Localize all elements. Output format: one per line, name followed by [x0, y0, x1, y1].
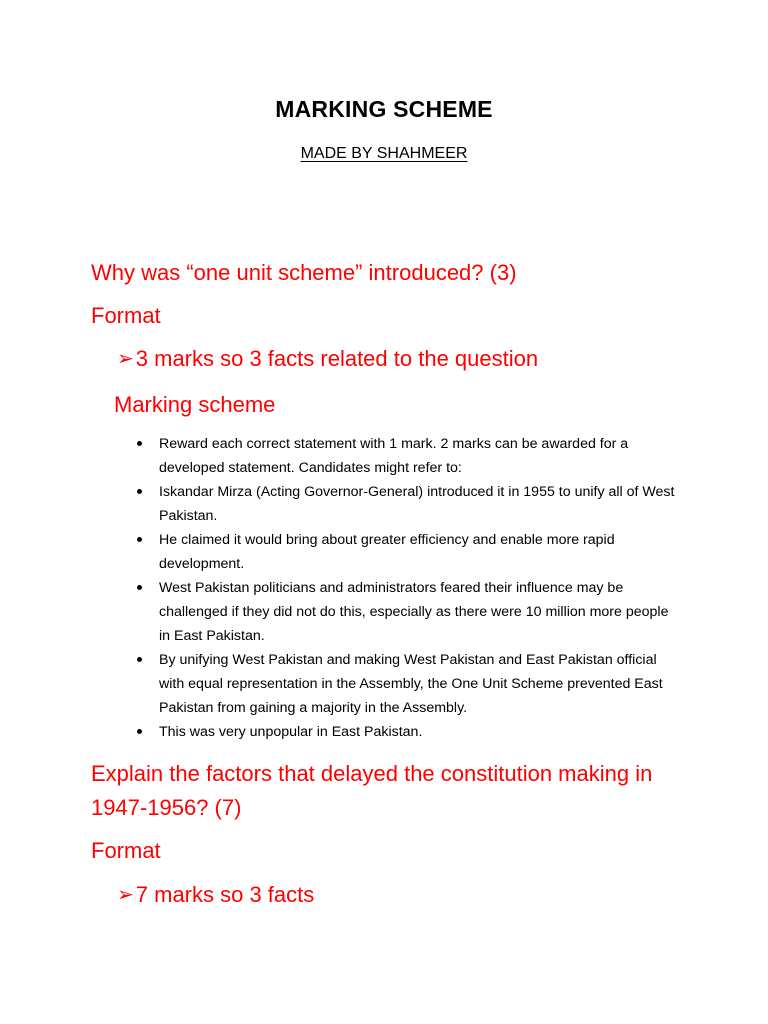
format-heading-1: Format — [91, 303, 161, 328]
question-1-heading: Why was “one unit scheme” introduced? (3) — [91, 260, 517, 285]
list-item: By unifying West Pakistan and making West Pakistan and East Pakistan official with equal representation in the Assembly, the One Unit Scheme prevented East Pakistan from gaining a majority in the Assembly. — [137, 648, 682, 720]
arrow-bullet-icon: ➢ — [117, 348, 134, 370]
format-point-1-text: 3 marks so 3 facts related to the question — [135, 346, 539, 371]
list-item: This was very unpopular in East Pakistan. — [137, 720, 682, 744]
document-title: MARKING SCHEME — [275, 96, 493, 122]
list-item: West Pakistan politicians and administrators feared their influence may be challenged if they did not do this, especially as there were 10 million more people in East Pakistan. — [137, 576, 682, 648]
marking-scheme-list — [137, 432, 682, 744]
question-2-heading: Explain the factors that delayed the constitution making in 1947-1956? (7) — [91, 761, 653, 820]
document-subtitle — [0, 145, 768, 163]
marking-scheme-heading: Marking scheme — [114, 392, 276, 417]
format-point-1 — [117, 342, 538, 377]
list-item: He claimed it would bring about greater efficiency and enable more rapid development. — [137, 528, 682, 576]
format-point-2 — [117, 878, 314, 913]
format-point-2-text: 7 marks so 3 facts — [135, 882, 315, 907]
format-heading-2: Format — [91, 838, 161, 863]
author-line: MADE BY SHAHMEER — [300, 145, 468, 162]
list-item: Iskandar Mirza (Acting Governor-General) introduced it in 1955 to unify all of West Pakistan. — [137, 480, 682, 528]
arrow-bullet-icon: ➢ — [117, 884, 134, 906]
list-item: Reward each correct statement with 1 mark. 2 marks can be awarded for a developed statement. Candidates might refer to: — [137, 432, 682, 480]
